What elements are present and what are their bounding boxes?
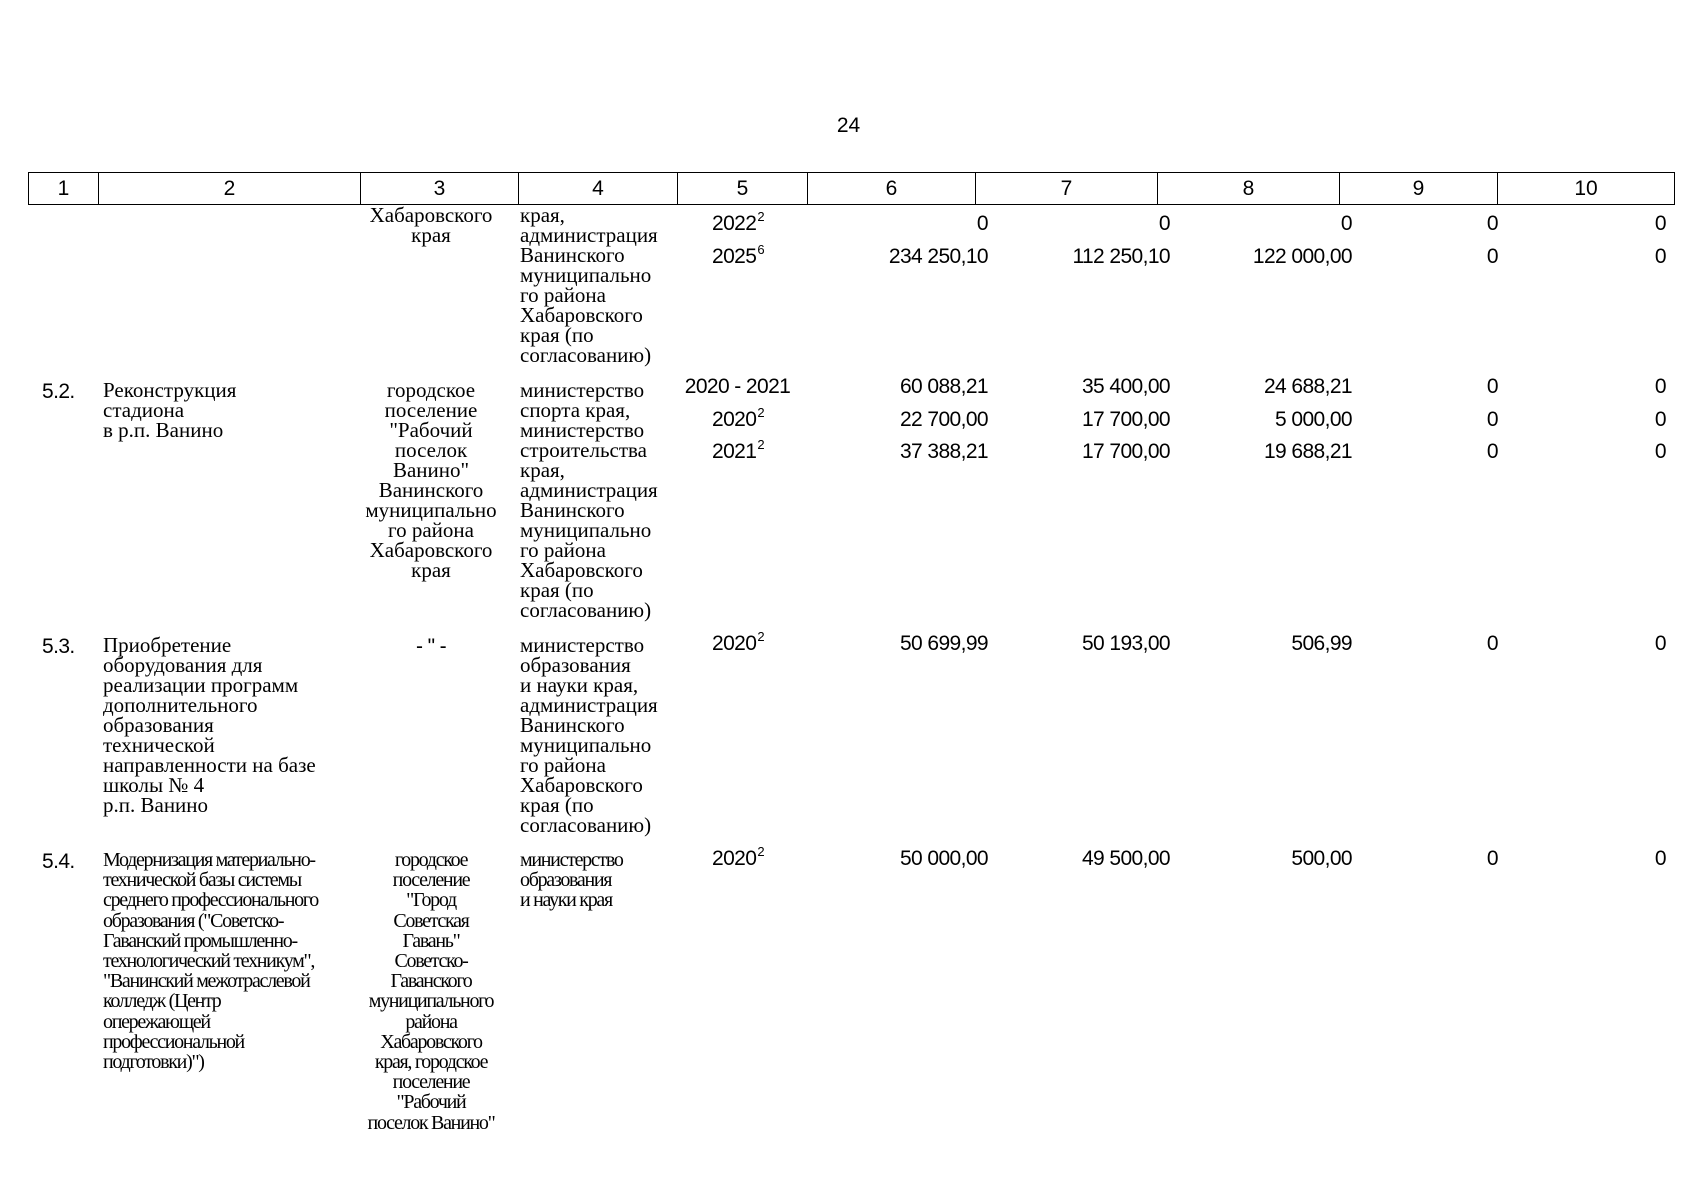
measure-name-cell: Реконструкция стадиона в р.п. Ванино	[103, 378, 237, 442]
federal-budget-cell: 50 193,00	[1081, 632, 1170, 655]
executor-cell: городское поселение "Город Советская Гавань" Советско- Гаванского муниципального района Хабаровского края, городское поселение "Рабочий поселок Ванино"	[367, 849, 495, 1134]
year-line: 2020$^2$	[712, 629, 764, 655]
executor-cell: - " -	[415, 635, 447, 658]
column-header-3: 3	[361, 173, 519, 205]
extrabudgetary-cell: 0	[1654, 847, 1666, 870]
column-header-8: 8	[1158, 173, 1340, 205]
column-header-5: 5	[678, 173, 808, 205]
measure-name-cell: Модернизация материально- технической базы системы среднего профессионального образования ("Советско- Гаванский промышленно- технологический техникум", "Ванинский межотраслевой колледж (Центр опережающей профессиональной подготовки)")	[103, 849, 318, 1074]
local-budget-cell: 0 0 0	[1486, 375, 1498, 463]
extrabudgetary-cell: 0 0 0	[1654, 375, 1666, 463]
executor-cell: городское поселение "Рабочий поселок Ванино" Ванинского муниципально го района Хабаровского края	[365, 378, 497, 582]
column-header-9: 9	[1340, 173, 1498, 205]
total-cell: 60 088,21 22 700,00 37 388,21	[899, 375, 988, 463]
total-cell: 0 234 250,10	[888, 212, 988, 268]
measure-name-cell: Приобретение оборудования для реализации программ дополнительного образования технической направленности на базе школы № 4 р.п. Ванино	[103, 633, 316, 817]
year-line: 2022$^2$	[712, 209, 764, 235]
row-number: 5.4.	[42, 850, 75, 873]
table-header	[28, 172, 1675, 205]
years-cell	[677, 208, 799, 273]
year-line: 2020$^2$	[712, 404, 764, 431]
regional-budget-cell: 24 688,21 5 000,00 19 688,21	[1263, 375, 1352, 463]
executor-cell: Хабаровского края	[369, 203, 493, 247]
local-budget-cell: 0	[1486, 632, 1498, 655]
column-header-6: 6	[808, 173, 976, 205]
local-budget-cell: 0	[1486, 847, 1498, 870]
federal-budget-cell: 0 112 250,10	[1072, 212, 1170, 268]
column-header-10: 10	[1498, 173, 1675, 205]
coexecutor-cell: министерство спорта края, министерство строительства края, администрация Ванинского муниципально го района Хабаровского края (по согласованию)	[520, 378, 658, 622]
years-cell	[677, 843, 799, 876]
regional-budget-cell: 506,99	[1291, 632, 1352, 655]
coexecutor-cell: края, администрация Ванинского муниципально го района Хабаровского края (по согласованию)	[520, 203, 658, 367]
year-line: 2020$^2$	[712, 844, 764, 870]
column-header-1: 1	[29, 173, 99, 205]
row-number: 5.3.	[42, 635, 75, 658]
regional-budget-cell: 0 122 000,00	[1252, 212, 1352, 268]
total-cell: 50 000,00	[899, 847, 988, 870]
local-budget-cell: 0 0	[1486, 212, 1498, 268]
extrabudgetary-cell: 0	[1654, 632, 1666, 655]
column-header-7: 7	[976, 173, 1158, 205]
year-line: 2020 - 2021	[684, 375, 791, 398]
row-number: 5.2.	[42, 380, 75, 403]
column-header-4: 4	[519, 173, 678, 205]
extrabudgetary-cell: 0 0	[1654, 212, 1666, 268]
page-number: 24	[836, 114, 861, 137]
year-line: 2021$^2$	[712, 437, 764, 463]
regional-budget-cell: 500,00	[1291, 847, 1352, 870]
federal-budget-cell: 35 400,00 17 700,00 17 700,00	[1081, 375, 1170, 463]
coexecutor-cell: министерство образования и науки края, администрация Ванинского муниципально го района Хабаровского края (по согласованию)	[520, 633, 658, 837]
years-cell	[677, 628, 799, 661]
coexecutor-cell: министерство образования и науки края	[520, 849, 623, 912]
year-line: 2025$^6$	[712, 241, 764, 268]
total-cell: 50 699,99	[899, 632, 988, 655]
column-header-2: 2	[99, 173, 361, 205]
federal-budget-cell: 49 500,00	[1081, 847, 1170, 870]
years-cell	[677, 371, 799, 469]
